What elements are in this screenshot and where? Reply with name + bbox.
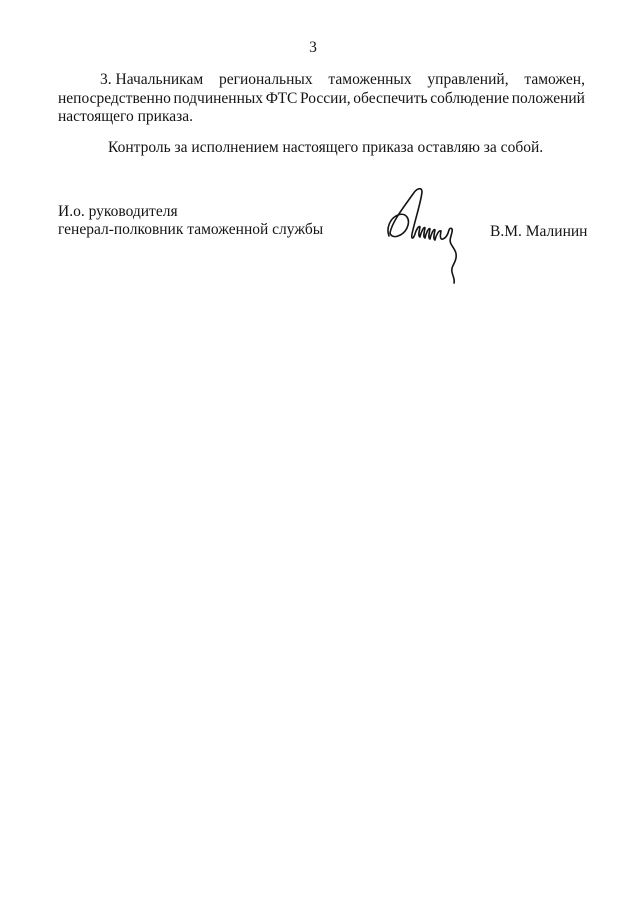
word: 3. Начальникам <box>100 71 204 88</box>
word: подчиненных <box>173 89 264 107</box>
word: соблюдение <box>430 89 510 107</box>
signature-position-line-1: И.о. руководителя <box>58 203 178 220</box>
word: непосредственно <box>58 89 171 107</box>
word: России, <box>300 89 351 107</box>
paragraph-3 <box>58 71 585 127</box>
signature-position-line-2: генерал-полковник таможенной службы <box>58 221 324 238</box>
signature-stroke-icon <box>383 184 461 286</box>
handwritten-signature <box>383 184 461 286</box>
paragraph-3-line-3: настоящего приказа. <box>58 108 194 126</box>
signer-name: В.М. Малинин <box>490 223 588 240</box>
paragraph-3-line-2 <box>58 90 585 109</box>
paragraph-3-line-1 <box>58 71 585 90</box>
word: таможен, <box>524 71 585 88</box>
word: обеспечить <box>353 89 428 107</box>
word: региональных <box>218 71 313 88</box>
word: ФТС <box>265 89 298 107</box>
word: таможенных <box>328 71 412 88</box>
control-paragraph: Контроль за исполнением настоящего приказа оставляю за собой. <box>108 139 544 156</box>
page-number: 3 <box>309 39 317 56</box>
word: положений <box>511 89 585 107</box>
signature-position-block <box>58 203 388 239</box>
word: управлений, <box>427 71 509 88</box>
